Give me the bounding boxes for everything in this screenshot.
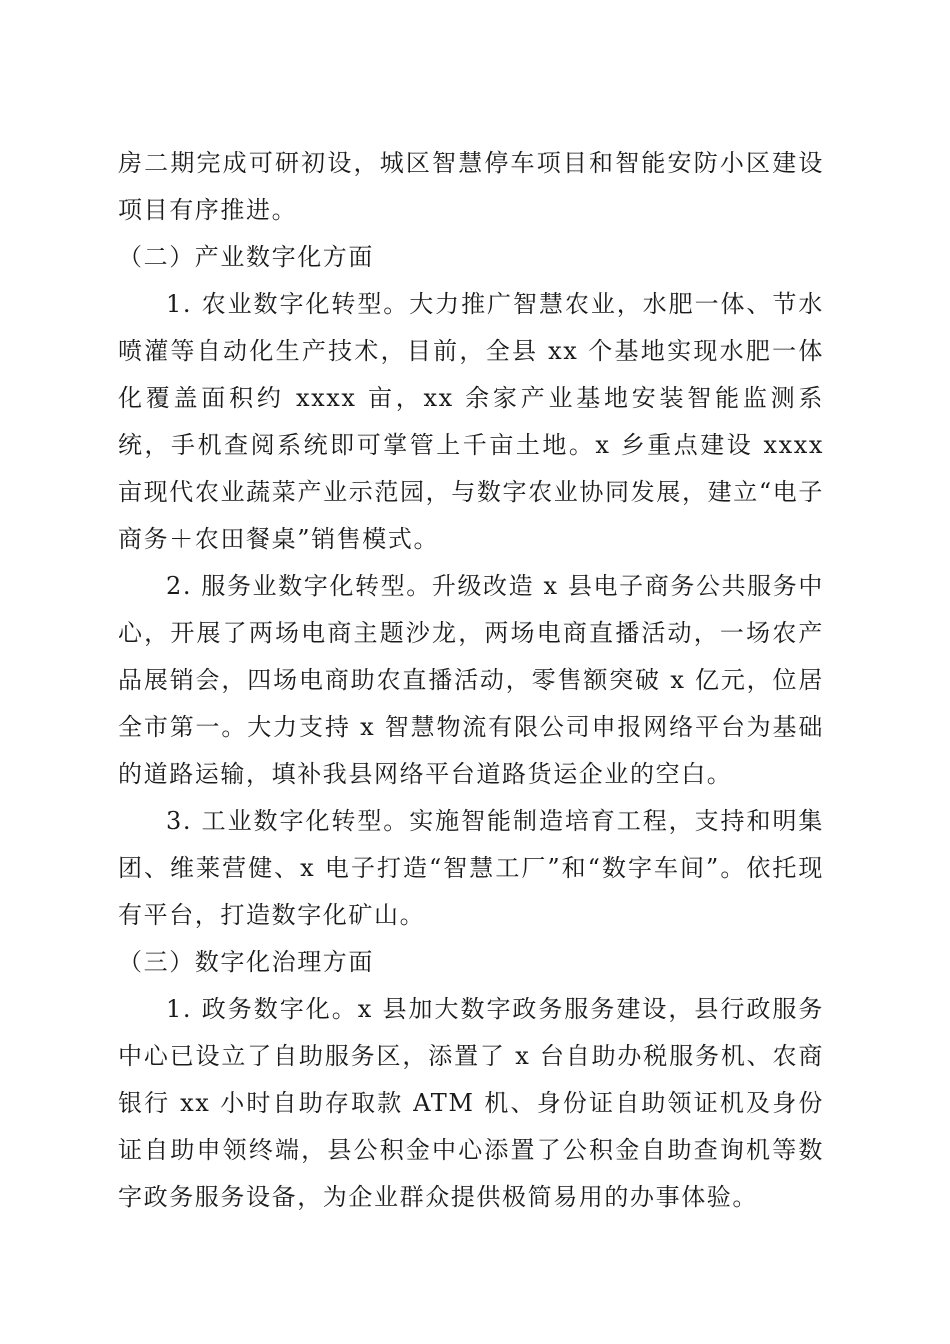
paragraph-service-industry: 2. 服务业数字化转型。升级改造 x 县电子商务公共服务中心，开展了两场电商主题沙龙，两场电商直播活动，一场农产品展销会，四场电商助农直播活动，零售额突破 x 亿元，位居全市第一。大力支持 x 智慧物流有限公司申报网络平台为基础的道路运输，填补我县网络平台道路货运企业的空白。 <box>118 572 824 788</box>
paragraph-continuation: 房二期完成可研初设，城区智慧停车项目和智能安防小区建设项目有序推进。 <box>118 149 824 224</box>
paragraph-agriculture: 1. 农业数字化转型。大力推广智慧农业，水肥一体、节水喷灌等自动化生产技术，目前，全县 xx 个基地实现水肥一体化覆盖面积约 xxxx 亩，xx 余家产业基地安装智能监测系统，手机查阅系统即可掌管上千亩土地。x 乡重点建设 xxxx 亩现代农业蔬菜产业示范园，与数字农业协同发展，建立“电子商务＋农田餐桌”销售模式。 <box>118 290 824 553</box>
document-body <box>118 140 824 1221</box>
paragraph-government-services: 1. 政务数字化。x 县加大数字政务服务建设，县行政服务中心已设立了自助服务区，添置了 x 台自助办税服务机、农商银行 xx 小时自助存取款 ATM 机、身份证自助领证机及身份证自助申领终端，县公积金中心添置了公积金自助查询机等数字政务服务设备，为企业群众提供极简易用的办事体验。 <box>118 995 824 1211</box>
paragraph-industry: 3. 工业数字化转型。实施智能制造培育工程，支持和明集团、维莱营健、x 电子打造“智慧工厂”和“数字车间”。依托现有平台，打造数字化矿山。 <box>118 807 824 929</box>
section-heading-industry-digitalization: （二）产业数字化方面 <box>118 243 374 271</box>
section-heading-digital-governance: （三）数字化治理方面 <box>118 948 374 976</box>
